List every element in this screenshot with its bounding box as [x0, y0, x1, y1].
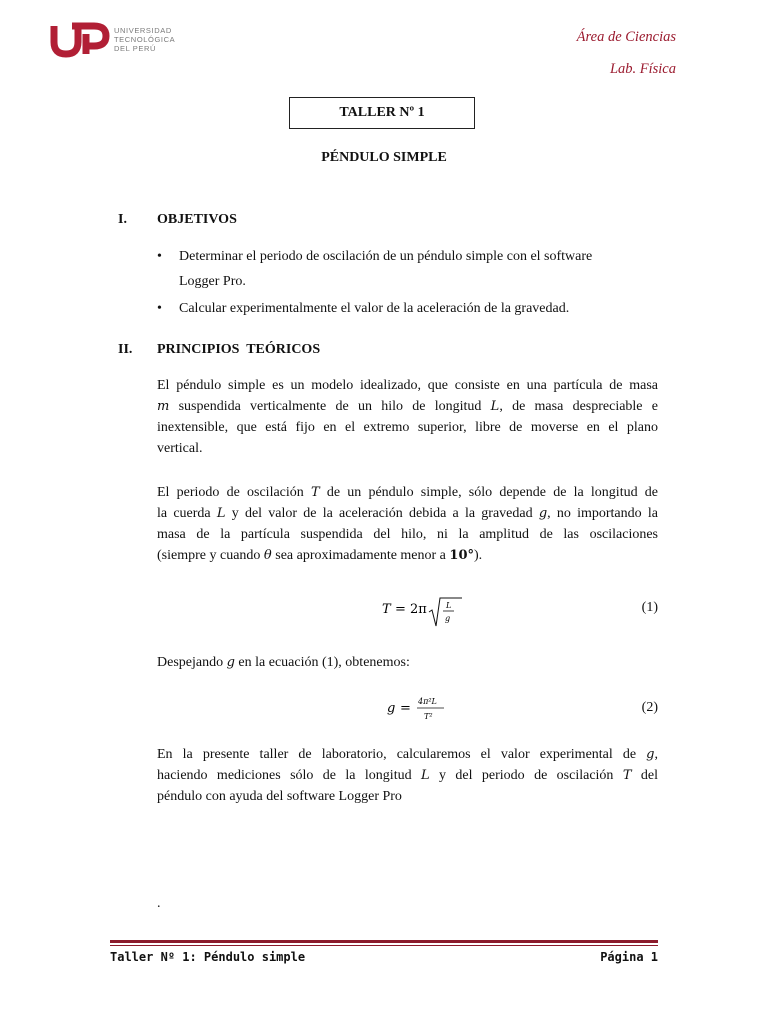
p4-line-3: péndulo con ayuda del software Logger Pro	[157, 789, 402, 804]
title-box	[289, 97, 475, 129]
objective-2: Calcular experimentalmente el valor de la aceleración de la gravedad.	[179, 301, 570, 316]
var-T: T	[310, 485, 320, 500]
p4-l1-c: ,	[654, 747, 658, 762]
objective-1-line-1: Determinar el periodo de oscilación de un péndulo simple con el software	[179, 249, 593, 264]
p2-line-4	[157, 545, 658, 566]
footer-rule-thick	[110, 940, 658, 943]
p2-line-2	[157, 503, 658, 524]
section-1-number: I.	[118, 212, 127, 227]
paragraph-4	[157, 744, 658, 807]
paragraph-1	[157, 375, 658, 459]
equation-2-label: (2)	[641, 700, 658, 715]
objective-1-line-2: Logger Pro.	[179, 274, 246, 289]
stray-dot: .	[157, 896, 161, 911]
page-subtitle: PÉNDULO SIMPLE	[321, 150, 447, 165]
utp-logo	[50, 20, 190, 60]
p4-l2-e: del	[631, 768, 658, 783]
eq2-num: 4π²L	[418, 697, 437, 706]
equation-1-graphic	[382, 596, 472, 632]
eq2-lhs: g	[387, 701, 396, 716]
var-m: m	[157, 399, 170, 414]
p3-c: en la ecuación (1), obtenemos:	[234, 655, 410, 670]
equation-2	[387, 694, 457, 726]
p4-l2-a: haciendo mediciones sólo de la longitud	[157, 768, 421, 783]
footer-title: Taller Nº 1: Péndulo simple	[110, 950, 306, 964]
equation-1	[382, 596, 472, 632]
footer-page-number: Página 1	[600, 950, 658, 964]
var-T: T	[622, 768, 632, 783]
p1-line-4: vertical.	[157, 441, 203, 456]
p2-line-1	[157, 482, 658, 503]
p1-line-1: El péndulo simple es un modelo idealizado, que consiste en una partícula de masa	[157, 378, 658, 393]
p2-l1-c: de un péndulo simple, sólo depende de la longitud de	[319, 485, 658, 500]
logo-line-3: DEL PERÚ	[114, 44, 157, 53]
eq1-den: g	[445, 614, 451, 623]
eq2-den: T²	[424, 712, 433, 721]
p1-l2-end: , de masa despreciable e	[499, 399, 658, 414]
p2-l2-e: , no importando la	[547, 506, 658, 521]
p1-line-3: inextensible, que está fijo en el extremo superior, libre de moverse en el plano	[157, 420, 658, 435]
p3-a: Despejando	[157, 655, 227, 670]
paragraph-2	[157, 482, 658, 566]
p2-l4-c: sea aproximadamente menor a	[271, 548, 450, 563]
var-g: g	[226, 655, 235, 670]
eq1-rhs: = 2π	[395, 602, 427, 617]
section-1-heading: OBJETIVOS	[157, 212, 237, 227]
logo-line-2: TECNOLÓGICA	[114, 35, 176, 44]
p2-l4-e: ).	[474, 548, 483, 563]
paragraph-3	[157, 652, 410, 673]
footer-rule-thin	[110, 945, 658, 946]
page-title: TALLER Nº 1	[339, 105, 425, 120]
equation-2-graphic	[387, 694, 457, 726]
var-theta: θ	[263, 548, 272, 563]
logo-wordmark	[114, 26, 175, 53]
p1-line-2	[157, 396, 658, 417]
var-L: L	[420, 768, 430, 783]
p2-l4-a: (siempre y cuando	[157, 548, 264, 563]
header-lab: Lab. Física	[609, 61, 676, 77]
logo-line-1: UNIVERSIDAD	[114, 26, 172, 35]
eq2-eq: =	[400, 701, 411, 716]
eq1-num: L	[446, 601, 452, 610]
p2-l1-a: El periodo de oscilación	[157, 485, 311, 500]
eq1-lhs: T	[382, 602, 391, 617]
header-area: Área de Ciencias	[576, 29, 676, 45]
var-L: L	[216, 506, 226, 521]
var-L: L	[490, 399, 500, 414]
utp-logo-mark	[50, 20, 110, 60]
var-g: g	[538, 506, 548, 521]
p2-line-3: masa de la partícula suspendida del hilo, ni la amplitud de las oscilaciones	[157, 527, 658, 542]
var-g: g	[646, 747, 655, 762]
bullet-icon: •	[157, 249, 162, 264]
p2-l2-a: la cuerda	[157, 506, 217, 521]
p4-l2-c: y del periodo de oscilación	[429, 768, 623, 783]
angle-value: 10°	[449, 548, 474, 563]
p4-line-1	[157, 744, 658, 765]
p1-l2-text: suspendida verticalmente de un hilo de longitud	[169, 399, 491, 414]
p4-l1-a: En la presente taller de laboratorio, calcularemos el valor experimental de	[157, 747, 647, 762]
section-2-heading: PRINCIPIOS TEÓRICOS	[157, 342, 321, 357]
bullet-icon: •	[157, 301, 162, 316]
equation-1-label: (1)	[641, 600, 658, 615]
p2-l2-c: y del valor de la aceleración debida a la gravedad	[225, 506, 539, 521]
section-2-number: II.	[118, 342, 133, 357]
p4-line-2	[157, 765, 658, 786]
